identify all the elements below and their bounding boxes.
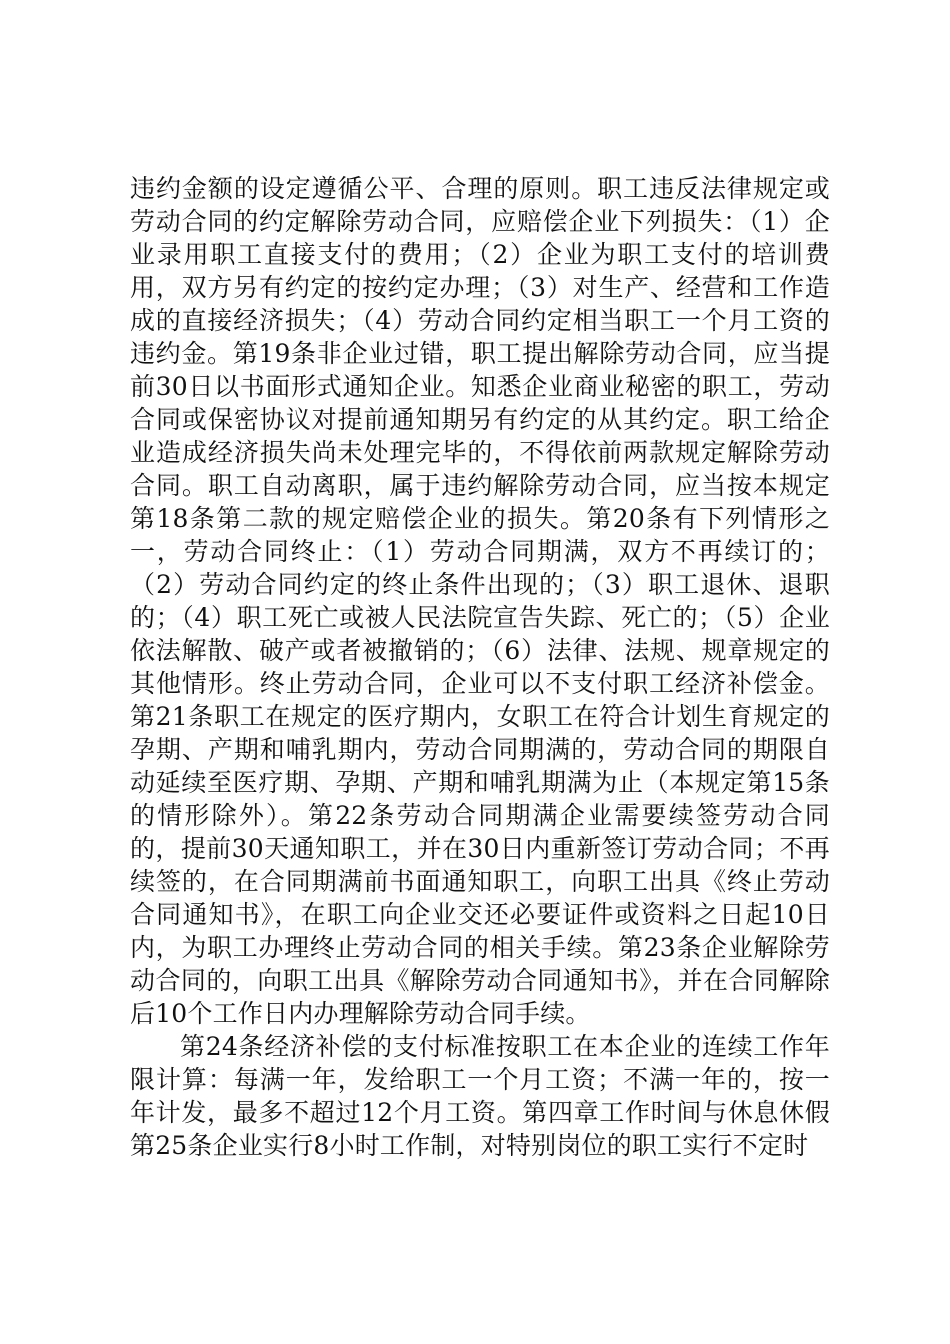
paragraph-2: 第24条经济补偿的支付标准按职工在本企业的连续工作年限计算：每满一年，发给职工一个月工资；不满一年的，按一年计发，最多不超过12个月工资。第四章工作时间与休息休假第25条企业实行8小时工作制，对特别岗位的职工实行不定时 xyxy=(130,1032,830,1160)
document-body xyxy=(130,172,830,1162)
paragraph-1: 违约金额的设定遵循公平、合理的原则。职工违反法律规定或劳动合同的约定解除劳动合同，应赔偿企业下列损失：（1）企业录用职工直接支付的费用；（2）企业为职工支付的培训费用，双方另有约定的按约定办理；（3）对生产、经营和工作造成的直接经济损失；（4）劳动合同约定相当职工一个月工资的违约金。第19条非企业过错，职工提出解除劳动合同，应当提前30日以书面形式通知企业。知悉企业商业秘密的职工，劳动合同或保密协议对提前通知期另有约定的从其约定。职工给企业造成经济损失尚未处理完毕的，不得依前两款规定解除劳动合同。职工自动离职，属于违约解除劳动合同，应当按本规定第18条第二款的规定赔偿企业的损失。第20条有下列情形之一，劳动合同终止：（1）劳动合同期满，双方不再续订的；（2）劳动合同约定的终止条件出现的；（3）职工退休、退职的；（4）职工死亡或被人民法院宣告失踪、死亡的；（5）企业依法解散、破产或者被撤销的；（6）法律、法规、规章规定的其他情形。终止劳动合同，企业可以不支付职工经济补偿金。第21条职工在规定的医疗期内，女职工在符合计划生育规定的孕期、产期和哺乳期内，劳动合同期满的，劳动合同的期限自动延续至医疗期、孕期、产期和哺乳期满为止（本规定第15条的情形除外）。第22条劳动合同期满企业需要续签劳动合同的，提前30天通知职工，并在30日内重新签订劳动合同；不再续签的，在合同期满前书面通知职工，向职工出具《终止劳动合同通知书》，在职工向企业交还必要证件或资料之日起10日内，为职工办理终止劳动合同的相关手续。第23条企业解除劳动合同的，向职工出具《解除劳动合同通知书》，并在合同解除后10个工作日内办理解除劳动合同手续。 xyxy=(130,174,830,1028)
